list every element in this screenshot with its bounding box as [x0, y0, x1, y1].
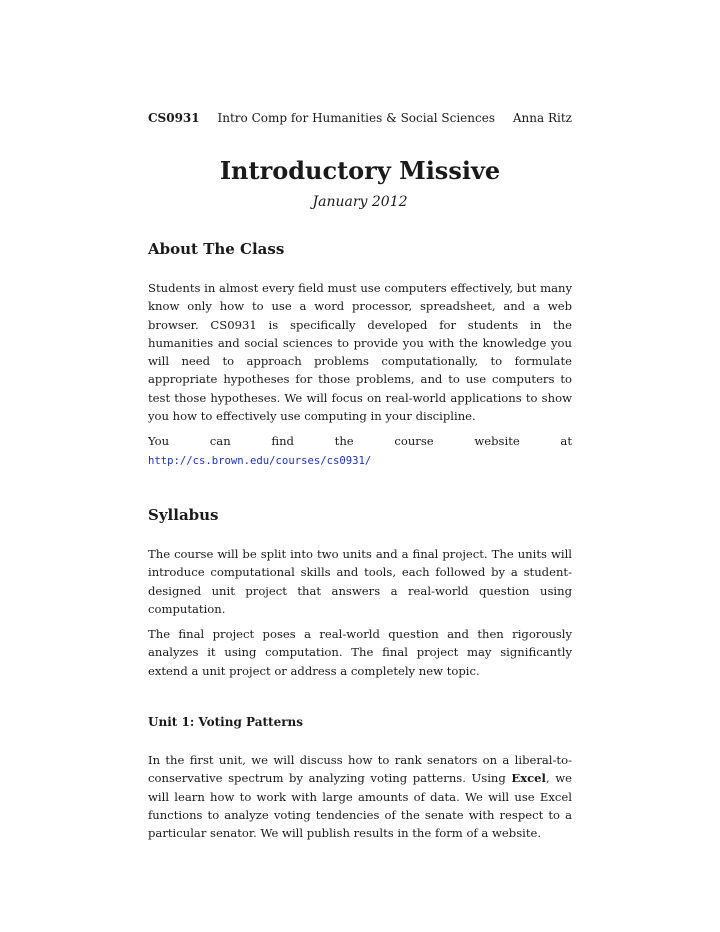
unit1-paragraph	[148, 751, 572, 842]
syllabus-paragraph-1: The course will be split into two units and a final project. The units will introduce computational skills and tools, each followed by a student-designed unit project that answers a real-world question using computation.	[148, 546, 572, 616]
syllabus-paragraph-2: The final project poses a real-world question and then rigorously analyzes it using computation. The final project may significantly extend a unit project or address a completely new topic.	[148, 627, 572, 678]
document-page	[148, 108, 572, 843]
unit1-text-before: In the first unit, we will discuss how to rank senators on a liberal-to-conservative spectrum by analyzing voting patterns. Using	[148, 753, 572, 786]
unit1-bold-excel: Excel	[511, 771, 546, 786]
section-heading-about: About The Class	[148, 240, 285, 258]
document-title: Introductory Missive	[219, 156, 501, 185]
course-title: Intro Comp for Humanities & Social Sciences	[217, 111, 495, 125]
document-date: January 2012	[312, 194, 408, 210]
subsection-heading-unit1: Unit 1: Voting Patterns	[148, 715, 304, 730]
page-header	[148, 108, 572, 128]
website-prefix: You can find the course website at	[148, 434, 572, 449]
website-paragraph	[148, 432, 572, 470]
about-paragraph: Students in almost every field must use computers effectively, but many know only how to use a word processor, spreadsheet, and a web browser. CS0931 is specifically developed for students in the humanities and social sciences to provide you with the knowledge you will need to approach problems computationally, to formulate appropriate hypotheses for those problems, and to use computers to test those hypotheses. We will focus on real-world applications to show you how to effectively use computing in your discipline.	[148, 281, 572, 424]
unit1-text-after: , we will learn how to work with large amounts of data. We will use Excel functions to analyze voting tendencies of the senate with respect to a particular senator. We will publish results in the form of a website.	[148, 771, 573, 841]
course-website-link[interactable]: http://cs.brown.edu/courses/cs0931/	[148, 454, 372, 467]
instructor-name: Anna Ritz	[512, 111, 572, 125]
section-heading-syllabus: Syllabus	[148, 505, 219, 524]
course-code: CS0931	[148, 111, 200, 125]
